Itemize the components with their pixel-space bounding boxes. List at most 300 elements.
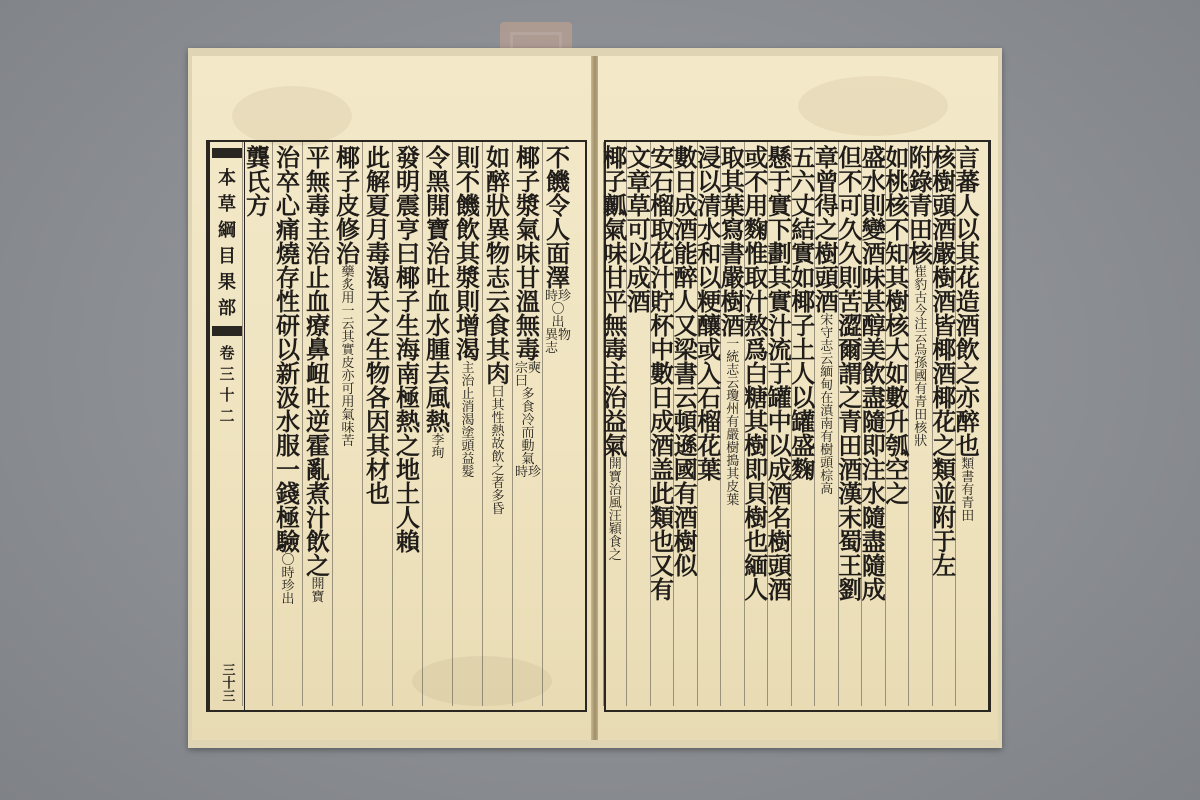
glyph: 盛 (791, 431, 816, 460)
annotation-glyph: 食 (521, 400, 535, 415)
glyph: 修 (336, 215, 360, 244)
glyph: 溫 (516, 287, 540, 316)
glyph: 貯 (650, 287, 675, 316)
fold-volume-glyph: 十 (219, 386, 235, 404)
annotation-glyph: 高 (820, 482, 834, 497)
glyph: 田 (838, 431, 863, 460)
column-rule (272, 142, 273, 706)
glyph: 類 (650, 503, 675, 532)
annotation-glyph: 主 (461, 361, 475, 376)
glyph: 不 (456, 167, 480, 196)
glyph: 但 (838, 143, 863, 172)
annotation-glyph: 有 (961, 483, 975, 498)
glyph: 樹 (744, 431, 769, 460)
glyph: 氣 (603, 215, 628, 244)
glyph: 以 (626, 239, 651, 268)
glyph: 蕃 (955, 167, 980, 196)
glyph: 有 (673, 479, 698, 508)
glyph: 葉 (697, 455, 722, 484)
glyph: 主 (306, 215, 330, 244)
glyph: 成 (767, 455, 792, 484)
glyph: 葉 (720, 191, 745, 220)
glyph: 爾 (838, 335, 863, 364)
glyph: 此 (650, 479, 675, 508)
glyph: 五 (791, 143, 816, 172)
glyph: 入 (697, 359, 722, 388)
glyph: 升 (885, 407, 910, 436)
right-text-frame (604, 140, 991, 712)
glyph: 一 (276, 455, 300, 484)
annotation-glyph: 珍 (281, 579, 295, 594)
glyph: 之 (306, 551, 330, 580)
glyph: 醇 (861, 311, 886, 340)
glyph: 椰 (396, 263, 420, 292)
annotation-glyph: 李 (431, 433, 445, 448)
glyph: 各 (366, 383, 390, 412)
glyph: 樹 (767, 527, 792, 556)
glyph: 白 (744, 359, 769, 388)
annotation-glyph: 風 (608, 496, 622, 511)
glyph: 文 (626, 143, 651, 172)
left-column-c5 (425, 143, 451, 704)
glyph: 曾 (814, 167, 839, 196)
glyph: 土 (396, 479, 420, 508)
column-rule (422, 142, 423, 706)
glyph: 瓤 (603, 191, 628, 220)
glyph: 實 (767, 191, 792, 220)
glyph: 其 (720, 167, 745, 196)
glyph: 地 (396, 455, 420, 484)
right-column-r11 (720, 143, 745, 704)
glyph: 汁 (650, 263, 675, 292)
annotation-glyph: 嚴 (726, 428, 740, 443)
annotation-glyph: 性 (491, 411, 505, 426)
glyph: 能 (673, 239, 698, 268)
glyph: 似 (673, 551, 698, 580)
glyph: 名 (767, 503, 792, 532)
glyph: 中 (767, 407, 792, 436)
glyph: 麴 (744, 215, 769, 244)
glyph: 實 (791, 239, 816, 268)
glyph: 頭 (767, 551, 792, 580)
annotation-glyph: 實 (341, 343, 355, 358)
glyph: 梁 (673, 335, 698, 364)
annotation-glyph: 出 (281, 592, 295, 607)
glyph: 之 (955, 359, 980, 388)
right-page (598, 56, 998, 740)
annotation-glyph: 而 (521, 426, 535, 441)
glyph: 開 (426, 191, 450, 220)
right-column-r2 (932, 143, 957, 704)
annotation-glyph: 苦 (341, 434, 355, 449)
glyph: 令 (426, 143, 450, 172)
annotation-glyph: 緬 (820, 365, 834, 380)
glyph: 吐 (426, 263, 450, 292)
annotation-glyph: 烏 (914, 343, 928, 358)
glyph: 酒 (932, 215, 957, 244)
glyph: 嚴 (720, 263, 745, 292)
glyph: 也 (744, 527, 769, 556)
glyph: 又 (673, 311, 698, 340)
glyph: 可 (626, 215, 651, 244)
glyph: 物 (486, 239, 510, 268)
glyph: 花 (932, 407, 957, 436)
glyph: 田 (908, 215, 933, 244)
left-column-c6 (395, 143, 421, 704)
glyph: 存 (276, 263, 300, 292)
annotation-glyph: 渴 (461, 413, 475, 428)
glyph: 熱 (396, 407, 420, 436)
glyph: 書 (720, 239, 745, 268)
glyph: 甚 (861, 287, 886, 316)
annotation-glyph: 寶 (311, 590, 325, 605)
glyph: 言 (955, 143, 980, 172)
glyph: 飲 (306, 527, 330, 556)
glyph: 味 (861, 263, 886, 292)
glyph: 盛 (861, 143, 886, 172)
annotation-glyph: 其 (726, 467, 740, 482)
glyph: 懸 (767, 143, 792, 172)
annotation-glyph: 今 (914, 304, 928, 319)
annotation-glyph: 南 (820, 417, 834, 432)
annotation-glyph: 之 (491, 463, 505, 478)
glyph: 吐 (306, 383, 330, 412)
glyph: 椰 (791, 287, 816, 316)
glyph: 粳 (697, 287, 722, 316)
glyph: 治 (426, 239, 450, 268)
glyph: 爲 (744, 335, 769, 364)
glyph: 平 (603, 287, 628, 316)
left-page (192, 56, 592, 740)
glyph: 錢 (276, 479, 300, 508)
glyph: 面 (546, 239, 570, 268)
annotation-glyph: 葉 (726, 493, 740, 508)
right-column-r3 (908, 143, 933, 704)
glyph: 此 (366, 143, 390, 172)
glyph: 以 (697, 167, 722, 196)
glyph: 核 (885, 311, 910, 340)
annotation-glyph: 云 (726, 376, 740, 391)
fold-title-glyph: 部 (218, 298, 236, 319)
glyph: 氣 (603, 431, 628, 460)
glyph: 因 (366, 407, 390, 436)
glyph: 貝 (744, 479, 769, 508)
glyph: 酒 (673, 215, 698, 244)
glyph: 醉 (486, 167, 510, 196)
glyph: 汁 (767, 311, 792, 340)
glyph: 渴 (366, 263, 390, 292)
glyph: 新 (276, 359, 300, 388)
annotation-glyph: 益 (461, 452, 475, 467)
glyph: 甘 (516, 263, 540, 292)
glyph: 毒 (603, 335, 628, 364)
glyph: 其 (767, 263, 792, 292)
glyph: 漿 (456, 263, 480, 292)
glyph: 研 (276, 311, 300, 340)
annotation-glyph: 青 (914, 395, 928, 410)
annotation-glyph: 故 (491, 437, 505, 452)
annotation-glyph: 注 (914, 317, 928, 332)
glyph: 數 (673, 143, 698, 172)
glyph: 亂 (306, 455, 330, 484)
glyph: 花 (650, 239, 675, 268)
glyph: 造 (955, 287, 980, 316)
annotation-glyph: 云 (914, 330, 928, 345)
annotation-glyph: 書 (961, 470, 975, 485)
glyph: 之 (396, 431, 420, 460)
annotation-glyph: 飲 (491, 450, 505, 465)
column-rule (512, 142, 513, 706)
annotation-glyph: 珣 (431, 446, 445, 461)
glyph: 核 (908, 239, 933, 268)
glyph: 解 (366, 167, 390, 196)
glyph: 子 (396, 287, 420, 316)
glyph: 人 (791, 359, 816, 388)
glyph: 頭 (814, 263, 839, 292)
glyph: 以 (697, 263, 722, 292)
left-column-c11 (245, 143, 271, 704)
glyph: 心 (276, 191, 300, 220)
annotation-glyph: 類 (961, 457, 975, 472)
glyph: 也 (650, 527, 675, 556)
glyph: 皆 (932, 311, 957, 340)
glyph: 成 (673, 191, 698, 220)
glyph: 方 (246, 191, 270, 220)
glyph: 氏 (246, 167, 270, 196)
annotation-glyph: 在 (820, 391, 834, 406)
glyph: 左 (932, 551, 957, 580)
glyph: 苦 (838, 287, 863, 316)
glyph: 異 (486, 215, 510, 244)
glyph: 止 (306, 263, 330, 292)
annotation-glyph: 穎 (608, 522, 622, 537)
glyph: 附 (932, 503, 957, 532)
right-column-r7 (814, 143, 839, 704)
glyph: 益 (603, 407, 628, 436)
glyph: 如 (486, 143, 510, 172)
annotation-glyph: 消 (461, 400, 475, 415)
glyph: 類 (932, 455, 957, 484)
annotation-glyph: 頭 (820, 456, 834, 471)
glyph: 醉 (955, 407, 980, 436)
annotation-glyph: 核 (914, 421, 928, 436)
glyph: 蜀 (838, 527, 863, 556)
annotation-glyph: 塗 (461, 426, 475, 441)
glyph: 其 (486, 335, 510, 364)
annotation-glyph: 可 (341, 382, 355, 397)
glyph: 實 (767, 287, 792, 316)
annotation-glyph: 皮 (341, 356, 355, 371)
glyph: 如 (885, 143, 910, 172)
annotation-glyph: 田 (914, 408, 928, 423)
glyph: 則 (861, 191, 886, 220)
glyph: 則 (456, 287, 480, 316)
glyph: 氣 (516, 215, 540, 244)
glyph: 血 (306, 287, 330, 316)
glyph: 錄 (908, 167, 933, 196)
glyph: 椰 (932, 383, 957, 412)
glyph: 明 (396, 167, 420, 196)
glyph: 水 (697, 215, 722, 244)
glyph: 嚴 (932, 239, 957, 268)
glyph: 變 (861, 215, 886, 244)
fold-title-glyph: 綱 (218, 220, 236, 241)
glyph: 酒 (767, 479, 792, 508)
glyph: 不 (838, 167, 863, 196)
annotation-glyph: 氣 (521, 452, 535, 467)
glyph: 去 (426, 359, 450, 388)
glyph: 黑 (426, 167, 450, 196)
glyph: 人 (396, 503, 420, 532)
glyph: 生 (396, 311, 420, 340)
glyph: 生 (366, 335, 390, 364)
glyph: 極 (396, 383, 420, 412)
glyph: 盡 (861, 527, 886, 556)
glyph: 夏 (366, 191, 390, 220)
column-rule (603, 142, 604, 706)
annotation-glyph: 出 (551, 315, 565, 330)
glyph: 子 (603, 167, 628, 196)
glyph: 酒 (932, 287, 957, 316)
annotation-glyph: 時珍 (545, 289, 572, 304)
glyph: 日 (650, 383, 675, 412)
fold-title-glyph: 果 (218, 272, 236, 293)
page-number: 三十三 (219, 663, 235, 702)
glyph: 治 (306, 239, 330, 268)
glyph: 並 (932, 479, 957, 508)
glyph: 之 (838, 383, 863, 412)
glyph: 可 (838, 191, 863, 220)
right-column-r15 (626, 143, 651, 704)
glyph: 樹 (932, 263, 957, 292)
annotation-glyph: 滇 (820, 404, 834, 419)
annotation-glyph: 〇 (281, 553, 295, 568)
glyph: 樹 (720, 287, 745, 316)
annotation-glyph: 開 (311, 577, 325, 592)
glyph: 燒 (276, 239, 300, 268)
glyph: 皮 (336, 191, 360, 220)
annotation-glyph: 治 (461, 374, 475, 389)
glyph: 糖 (744, 383, 769, 412)
glyph: 和 (697, 239, 722, 268)
glyph: 得 (814, 191, 839, 220)
glyph: 龔 (246, 143, 270, 172)
annotation-glyph: 汪 (608, 509, 622, 524)
glyph: 治 (276, 143, 300, 172)
glyph: 味 (603, 239, 628, 268)
glyph: 衄 (306, 359, 330, 388)
glyph: 則 (838, 263, 863, 292)
glyph: 毒 (366, 239, 390, 268)
annotation-glyph: 時 (281, 566, 295, 581)
column-rule (332, 142, 333, 706)
glyph: 人 (744, 575, 769, 604)
annotation-glyph: 統 (726, 350, 740, 365)
glyph: 頭 (932, 191, 957, 220)
glyph: 味 (516, 239, 540, 268)
glyph: 空 (885, 455, 910, 484)
glyph: 清 (697, 191, 722, 220)
glyph: 之 (885, 479, 910, 508)
glyph: 子 (791, 311, 816, 340)
glyph: 卒 (276, 167, 300, 196)
annotation-glyph: 宋 (820, 313, 834, 328)
annotation-glyph: 亦 (341, 369, 355, 384)
glyph: 無 (603, 311, 628, 340)
glyph: 王 (838, 551, 863, 580)
glyph: 子 (336, 167, 360, 196)
glyph: 熬 (744, 311, 769, 340)
glyph: 熱 (426, 407, 450, 436)
glyph: 則 (456, 143, 480, 172)
annotation-glyph: 瓊 (726, 389, 740, 404)
glyph: 樹 (885, 287, 910, 316)
glyph: 丈 (791, 191, 816, 220)
glyph: 椰 (603, 143, 628, 172)
glyph: 甘 (603, 263, 628, 292)
glyph: 酒 (720, 311, 745, 340)
glyph: 章 (814, 143, 839, 172)
annotation-glyph: 崔 (914, 265, 928, 280)
glyph: 椰 (516, 143, 540, 172)
glyph: 月 (366, 215, 390, 244)
glyph: 云 (486, 287, 510, 316)
glyph: 食 (486, 311, 510, 340)
annotation-glyph: 一 (726, 337, 740, 352)
glyph: 于 (767, 359, 792, 388)
glyph: 杯 (650, 311, 675, 340)
right-column-r5 (861, 143, 886, 704)
glyph: 草 (626, 191, 651, 220)
glyph: 國 (673, 455, 698, 484)
right-column-r10 (744, 143, 769, 704)
right-column-r4 (885, 143, 910, 704)
annotation-glyph: 炙 (341, 278, 355, 293)
glyph: 澤 (546, 263, 570, 292)
right-column-r6 (838, 143, 863, 704)
glyph: 不 (885, 215, 910, 244)
annotation-glyph: 棕 (820, 469, 834, 484)
glyph: 肉 (486, 359, 510, 388)
annotation-glyph: 狀 (914, 434, 928, 449)
annotation-glyph: 皮 (726, 480, 740, 495)
annotation-glyph: 髮 (461, 465, 475, 480)
annotation-glyph: 者 (491, 476, 505, 491)
column-rule (452, 142, 453, 706)
glyph: 其 (456, 239, 480, 268)
glyph: 末 (838, 503, 863, 532)
annotation-glyph: 云 (820, 352, 834, 367)
glyph: 曰 (396, 239, 420, 268)
glyph: 亦 (955, 383, 980, 412)
glyph: 汁 (306, 503, 330, 532)
glyph: 浸 (697, 143, 722, 172)
glyph: 亨 (396, 215, 420, 244)
glyph: 澀 (838, 311, 863, 340)
glyph: 中 (650, 335, 675, 364)
glyph: 漿 (516, 191, 540, 220)
glyph: 南 (396, 359, 420, 388)
glyph: 材 (366, 455, 390, 484)
glyph: 酒 (932, 359, 957, 388)
glyph: 椰 (336, 143, 360, 172)
glyph: 書 (673, 359, 698, 388)
glyph: 即 (861, 431, 886, 460)
glyph: 子 (516, 167, 540, 196)
glyph: 寶 (426, 215, 450, 244)
glyph: 饑 (546, 167, 570, 196)
glyph: 天 (366, 287, 390, 316)
